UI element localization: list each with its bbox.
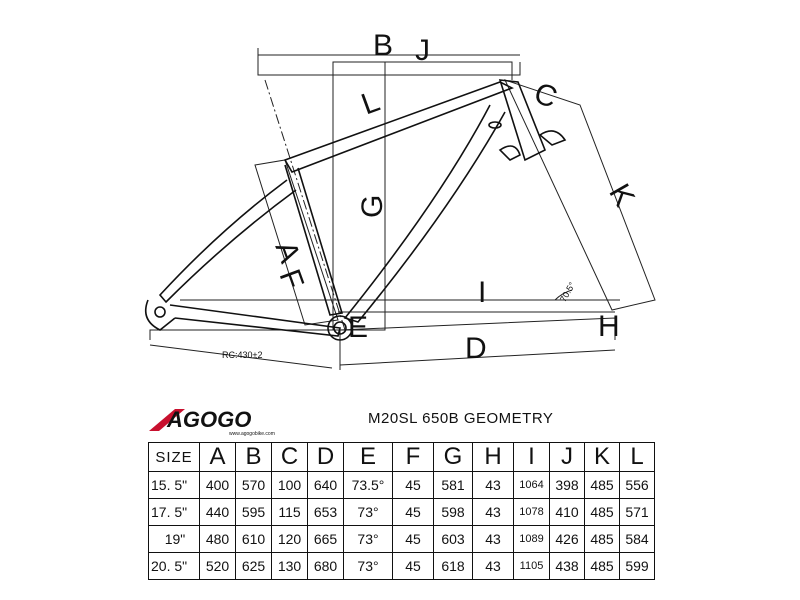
agogo-logo	[145, 405, 325, 437]
cell-h: 43	[473, 553, 514, 580]
dim-label-i: I	[478, 276, 487, 309]
cell-i: 1089	[514, 526, 550, 553]
cell-h: 43	[473, 472, 514, 499]
col-header-l: L	[620, 443, 655, 472]
cell-j: 398	[550, 472, 585, 499]
cell-c: 130	[272, 553, 308, 580]
cell-b: 595	[236, 499, 272, 526]
cell-c: 120	[272, 526, 308, 553]
dim-label-k: K	[602, 178, 641, 213]
cell-f: 45	[393, 472, 434, 499]
col-header-h: H	[473, 443, 514, 472]
cell-a: 480	[200, 526, 236, 553]
dim-label-l: L	[357, 84, 385, 122]
cell-a: 440	[200, 499, 236, 526]
dim-label-g: G	[356, 194, 389, 218]
cell-j: 438	[550, 553, 585, 580]
col-header-d: D	[308, 443, 344, 472]
col-header-k: K	[585, 443, 620, 472]
cell-h: 43	[473, 526, 514, 553]
cell-size: 17. 5"	[149, 499, 200, 526]
geometry-title: M20SL 650B GEOMETRY	[368, 410, 554, 427]
dim-label-a: A	[268, 237, 307, 268]
cell-c: 115	[272, 499, 308, 526]
col-header-g: G	[434, 443, 473, 472]
col-header-a: A	[200, 443, 236, 472]
col-header-size: SIZE	[149, 443, 200, 472]
dim-label-c: C	[529, 76, 562, 115]
rc-label: RC:430±2	[222, 350, 263, 360]
cell-g: 618	[434, 553, 473, 580]
cell-i: 1078	[514, 499, 550, 526]
dim-label-d: D	[465, 332, 487, 365]
table-row	[149, 526, 655, 553]
cell-e: 73°	[344, 526, 393, 553]
logo-text: AGOGO	[167, 407, 252, 432]
cell-e: 73.5°	[344, 472, 393, 499]
dim-label-b: B	[373, 29, 394, 62]
cell-size: 20. 5"	[149, 553, 200, 580]
table-row	[149, 553, 655, 580]
cell-b: 570	[236, 472, 272, 499]
cell-f: 45	[393, 499, 434, 526]
dim-line-rc	[150, 330, 340, 345]
angle-label: 70.5°	[558, 280, 578, 304]
cell-f: 45	[393, 553, 434, 580]
cell-e: 73°	[344, 553, 393, 580]
cell-e: 73°	[344, 499, 393, 526]
cell-g: 581	[434, 472, 473, 499]
table-row	[149, 472, 655, 499]
col-header-b: B	[236, 443, 272, 472]
cell-l: 584	[620, 526, 655, 553]
cell-i: 1064	[514, 472, 550, 499]
cell-f: 45	[393, 526, 434, 553]
cell-a: 520	[200, 553, 236, 580]
table-header-row	[149, 443, 655, 472]
cell-l: 571	[620, 499, 655, 526]
dim-label-h: H	[598, 310, 620, 343]
cell-g: 603	[434, 526, 473, 553]
cell-k: 485	[585, 553, 620, 580]
cell-c: 100	[272, 472, 308, 499]
cell-l: 599	[620, 553, 655, 580]
cell-size: 15. 5"	[149, 472, 200, 499]
cell-g: 598	[434, 499, 473, 526]
cell-size: 19"	[149, 526, 200, 553]
cell-d: 680	[308, 553, 344, 580]
cell-b: 625	[236, 553, 272, 580]
table-row	[149, 499, 655, 526]
cell-h: 43	[473, 499, 514, 526]
cell-d: 665	[308, 526, 344, 553]
cell-k: 485	[585, 499, 620, 526]
cell-k: 485	[585, 472, 620, 499]
cell-i: 1105	[514, 553, 550, 580]
col-header-e: E	[344, 443, 393, 472]
col-header-c: C	[272, 443, 308, 472]
cell-d: 653	[308, 499, 344, 526]
cell-l: 556	[620, 472, 655, 499]
col-header-f: F	[393, 443, 434, 472]
col-header-i: I	[514, 443, 550, 472]
dim-label-f: F	[272, 265, 310, 294]
geometry-table	[148, 442, 655, 580]
logo-website: www.agogobike.com	[229, 431, 275, 437]
cell-k: 485	[585, 526, 620, 553]
dim-label-e: E	[348, 311, 369, 344]
cell-a: 400	[200, 472, 236, 499]
cell-j: 410	[550, 499, 585, 526]
dimension-lines	[150, 48, 655, 370]
cell-d: 640	[308, 472, 344, 499]
cell-b: 610	[236, 526, 272, 553]
col-header-j: J	[550, 443, 585, 472]
cell-j: 426	[550, 526, 585, 553]
dim-label-j: J	[415, 34, 430, 67]
